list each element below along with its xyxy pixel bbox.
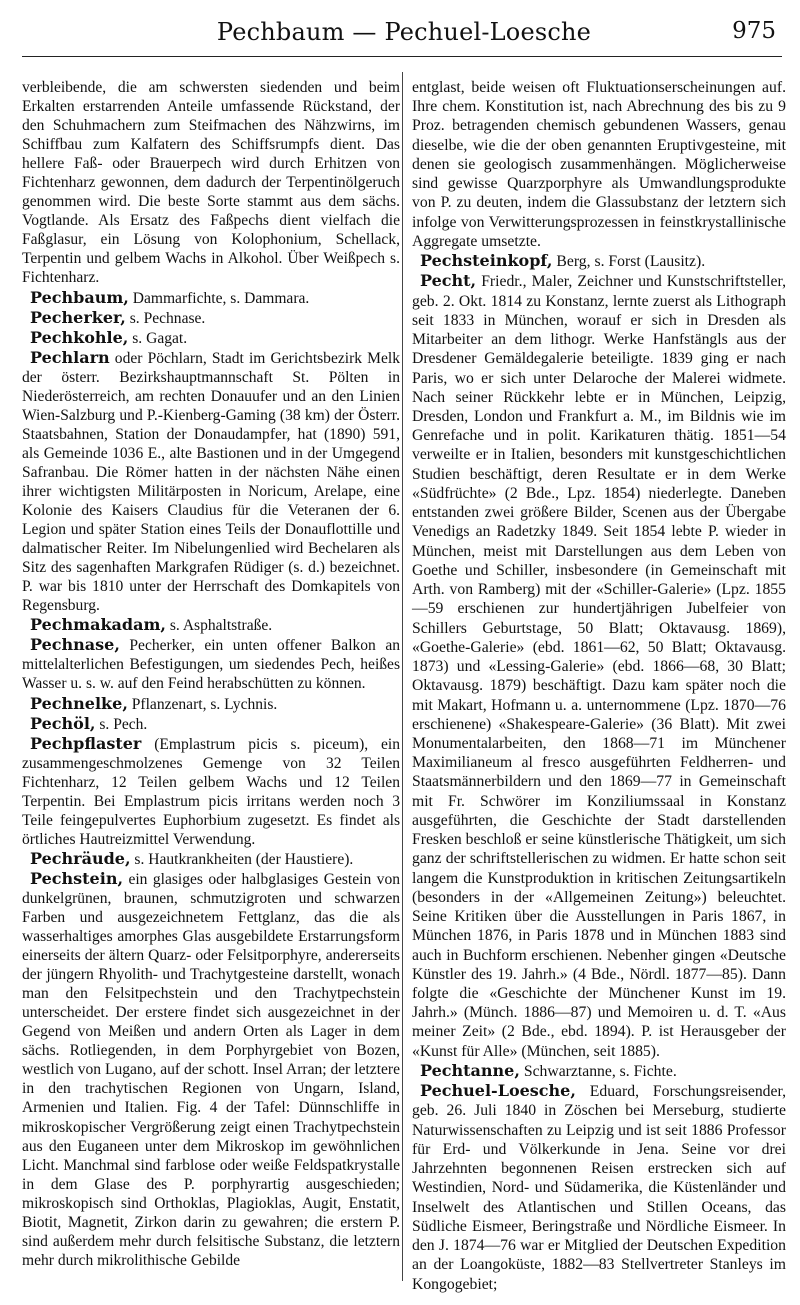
dictionary-entry bbox=[412, 1061, 786, 1081]
entry-text: Dammarfichte, s. Dammara. bbox=[128, 289, 310, 307]
entry-text: ein glasiges oder halbglasiges Gestein von dunkelgrünen, braunen, schmutzigroten und schwarzen Farben und ausgezeichnetem Fettglanz, das die als wasserhaltiges amorphes Glas ausgebildete Erstarrungsform einerseits der ältern Quarz- oder Felsitporphyre, andererseits der jüngern Rhyolith- und Trachytgesteine darstellt, wonach man den Felsitpechstein und den Trachytpechstein unterscheidet. Der erstere findet sich ausgezeichnet in der Gegend von Meißen und andern Orten als Lager in dem sächs. Rotliegenden, in dem Porphyrgebiet von Bozen, westlich von Lugano, auf der schott. Insel Arran; der letztere in den trachytischen Regionen von Ungarn, Island, Armenien und Italien. Fig. 4 der Tafel: Dünnschliffe in mikroskopischer Vergrößerung zeigt einen Trachytpechstein aus den Euganeen unter dem Mikroskop im gewöhnlichen Licht. Manchmal sind farblose oder weiße Feldspatkrystalle in dem Glase des P. porphyrartig ausgeschieden; mikroskopisch sind Orthoklas, Plagioklas, Augit, Enstatit, Biotit, Magnetit, Zirkon darin zu gewahren; die erstern P. sind außerdem mehr durch felsitische Substanz, die letztern mehr durch mikrolithische Gebilde bbox=[22, 870, 400, 1269]
dictionary-entry bbox=[22, 734, 400, 849]
dictionary-entry bbox=[22, 869, 400, 1270]
entry-headword: Pechkohle, bbox=[30, 327, 129, 347]
entry-text: verbleibende, die am schwersten siedenden und beim Erkalten erstarrenden Anteile umfassende Rückstand, der den Schuhmachern zum Steifmachen des Nähzwirns, im Schiffbau zum Kalfatern des Schiffsrumpfs dient. Das hellere Faß- oder Brauerpech wird durch Erhitzen von Fichtenharz gewonnen, dem dadurch der Terpentinölgeruch genommen wird. Die beste Sorte stammt aus dem sächs. Vogtlande. Als Ersatz des Faßpechs dient vielfach die Faßglasur, ein Lösung von Kolophonium, Schellack, Terpentin und gelbem Wachs in Alkohol. Über Weißpech s. Fichtenharz. bbox=[22, 79, 400, 287]
dictionary-entry bbox=[22, 328, 400, 348]
entry-text: Friedr., Maler, Zeichner und Kunstschriftsteller, geb. 2. Okt. 1814 zu Konstanz, lernte zuerst als Lithograph seit 1833 in München, worauf er sich in Dresden als Mitarbeiter an dem lithogr. Werke Hanfstängls aus der Dresdener Gemäldegalerie beteiligte. 1839 ging er nach Paris, wo er sich unter Delaroche der Malerei widmete. Nach seiner Rückkehr lebte er in München, Leipzig, Dresden, London und Frankfurt a. M., im Bildnis wie im Genrefache und in polit. Karikaturen thätig. 1851—54 verweilte er in Italien, besonders mit kunstgeschichtlichen Studien beschäftigt, deren Resultate er in dem Werke «Südfrüchte» (2 Bde., Lpz. 1854) niederlegte. Daneben entstanden zwei größere Bilder, Scenen aus der Übergabe Venedigs an Radetzky 1849. Seit 1854 lebte P. wieder in München, meist mit Darstellungen aus dem Leben von Goethe und Schiller, insbesondere (in Gemeinschaft mit Arth. von Ramberg) mit der «Schiller-Galerie» (Lpz. 1855—59 erschienen zur hundertjährigen Jubelfeier von Schillers Geburtstage, 50 Blatt; Oktavausg. 1869), «Goethe-Galerie» (ebd. 1861—62, 50 Blatt; Oktavausg. 1873) und «Lessing-Galerie» (ebd. 1866—68, 30 Blatt; Oktavausg. 1879) beschäftigt. Dazu kam später noch die mit Makart, Hofmann u. a. unternommene (Lpz. 1870—76 erschienene) «Shakespeare-Galerie» (36 Blatt). Mit zwei Monumentalarbeiten, den 1868—71 im Münchener Maximilianeum al fresco ausgeführten Feldherren- und Staatsmännerbildern und den 1869—77 in Gemeinschaft mit Fr. Schwörer im Konziliumssaal in Konstanz ausgeführten, die Geschichte der Stadt darstellenden Fresken beschloß er seine künstlerische Thätigkeit, um sich ganz der schriftstellerischen zu widmen. Er hatte schon seit langem die Kunstproduktion in kritischen Zeitungsartikeln (besonders in der «Allgemeinen Zeitung») beleuchtet. Seine Kritiken über die Ausstellungen in Paris 1867, in München 1876, in Paris 1878 und in München 1883 sind auch in Buchform erschienen. Nebenher gingen «Deutsche Künstler des 19. Jahrh.» (4 Bde., Nördl. 1877—85). Dann folgte die «Geschichte der Münchener Kunst im 19. Jahrh.» (Münch. 1886—87) und Memoiren u. d. T. «Aus meiner Zeit» (2 Bde., ebd. 1894). P. ist Herausgeber der «Kunst für Alle» (München, seit 1885). bbox=[412, 273, 786, 1060]
right-column bbox=[412, 78, 786, 1294]
dictionary-entry bbox=[22, 694, 400, 714]
entry-headword: Pechöl, bbox=[30, 713, 96, 733]
entry-headword: Pechlarn bbox=[30, 347, 110, 367]
dictionary-entry bbox=[412, 78, 786, 251]
entry-text: s. Gagat. bbox=[128, 329, 188, 347]
entry-headword: Pechpflaster bbox=[30, 733, 142, 753]
entry-headword: Pechmakadam, bbox=[30, 615, 166, 635]
entry-headword: Pechuel-Loesche, bbox=[420, 1081, 576, 1101]
dictionary-entry bbox=[412, 1081, 786, 1294]
dictionary-entry bbox=[22, 849, 400, 869]
entry-headword: Pechsteinkopf, bbox=[420, 251, 553, 271]
entry-headword: Pechstein, bbox=[30, 868, 124, 888]
dictionary-entry bbox=[22, 615, 400, 635]
header-rule bbox=[22, 56, 782, 57]
dictionary-entry bbox=[22, 714, 400, 734]
entry-text: (Emplastrum picis s. piceum), ein zusammengeschmolzenes Gemenge von 32 Teilen Fichtenharz, 12 Teilen gelbem Wachs und 12 Teilen Terpentin. Bei Emplastrum picis irritans werden noch 3 Teile feingepulvertes Euphorbium zugesetzt. Es findet als örtliches Hautreizmittel Verwendung. bbox=[22, 735, 400, 848]
entry-headword: Pecherker, bbox=[30, 307, 126, 327]
entry-text: s. Hautkrankheiten (der Haustiere). bbox=[130, 850, 354, 868]
entry-headword: Pechnase, bbox=[30, 635, 120, 655]
dictionary-entry bbox=[22, 308, 400, 328]
entry-text: Pecherker, ein unten offener Balkon an mittelalterlichen Befestigungen, um siedendes Pech, heißes Wasser u. s. w. auf den Feind herabschütten zu können. bbox=[22, 637, 400, 693]
dictionary-entry bbox=[22, 78, 400, 288]
entry-headword: Pecht, bbox=[420, 271, 477, 291]
page-header bbox=[28, 14, 780, 48]
entry-text: entglast, beide weisen oft Fluktuationserscheinungen auf. Ihre chem. Konstitution ist, nach Abrechnung des bis zu 9 Proz. betragenden chemisch gebundenen Wassers, genau dieselbe, wie die der oben genannten Eruptivgesteine, mit denen sie geologisch zusammenhängen. Möglicherweise sind gewisse Quarzporphyre als Umwandlungsprodukte von P. zu deuten, indem die Glassubstanz der letztern sich infolge von Verwitterungsprozessen in feinstkrystallinische Aggregate umsetzte. bbox=[412, 79, 786, 250]
running-head: Pechbaum — Pechuel-Loesche bbox=[216, 18, 592, 46]
entry-headword: Pechbaum, bbox=[30, 287, 129, 307]
dictionary-entry bbox=[412, 251, 786, 271]
entry-headword: Pechtanne, bbox=[420, 1060, 520, 1080]
left-column bbox=[22, 78, 400, 1270]
entry-text: Schwarztanne, s. Fichte. bbox=[519, 1062, 677, 1080]
dictionary-entry bbox=[22, 288, 400, 308]
entry-headword: Pechnelke, bbox=[30, 693, 128, 713]
dictionary-entry bbox=[22, 635, 400, 693]
entry-text: Pflanzenart, s. Lychnis. bbox=[127, 695, 278, 713]
entry-text: s. Pechnase. bbox=[125, 309, 206, 327]
entry-headword: Pechräude, bbox=[30, 848, 131, 868]
entry-text: Berg, s. Forst (Lausitz). bbox=[552, 253, 706, 271]
entry-text: oder Pöchlarn, Stadt im Gerichtsbezirk Melk der österr. Bezirkshauptmannschaft St. Pölten in Niederösterreich, am rechten Donauufer und an den Linien Wien-Salzburg und P.-Kienberg-Gaming (38 km) der Österr. Staatsbahnen, Station der Donaudampfer, hat (1890) 591, als Gemeinde 1036 E., alte Bastionen und in der Umgegend Safranbau. Die Römer hatten in der nächsten Nähe einen ihrer wichtigsten Militärposten in Noricum, Arelape, eine Kolonie des Kaisers Claudius für die Veteranen der 6. Legion und später Station eines Teils der Donauflottille und dalmatischer Reiter. Im Nibelungenlied wird Bechelaren als Sitz des sagenhaften Markgrafen Rüdiger (s. d.) bezeichnet. P. war bis 1810 unter der Herrschaft des Domkapitels von Regensburg. bbox=[22, 349, 400, 615]
entry-text: Eduard, Forschungsreisender, geb. 26. Juli 1840 in Zöschen bei Merseburg, studierte Naturwissenschaften zu Leipzig und ist seit 1886 Professor für Erd- und Völkerkunde in Jena. Seine vor drei Jahrzehnten begonnenen Reisen erstrecken sich auf Westindien, Nord- und Südamerika, die Küstenländer und Inselwelt des Atlantischen und Stillen Oceans, das Südliche Eismeer, Beringstraße und Nördliche Eismeer. In den J. 1874—76 war er Mitglied der Deutschen Expedition an der Loangoküste, 1882—83 Stellvertreter Stanleys im Kongogebiet; bbox=[412, 1083, 786, 1293]
entry-text: s. Asphaltstraße. bbox=[165, 617, 273, 635]
dictionary-entry bbox=[412, 271, 786, 1061]
page-number: 975 bbox=[732, 18, 776, 44]
entry-text: s. Pech. bbox=[95, 715, 148, 733]
dictionary-entry bbox=[22, 348, 400, 616]
column-divider bbox=[402, 72, 403, 1281]
